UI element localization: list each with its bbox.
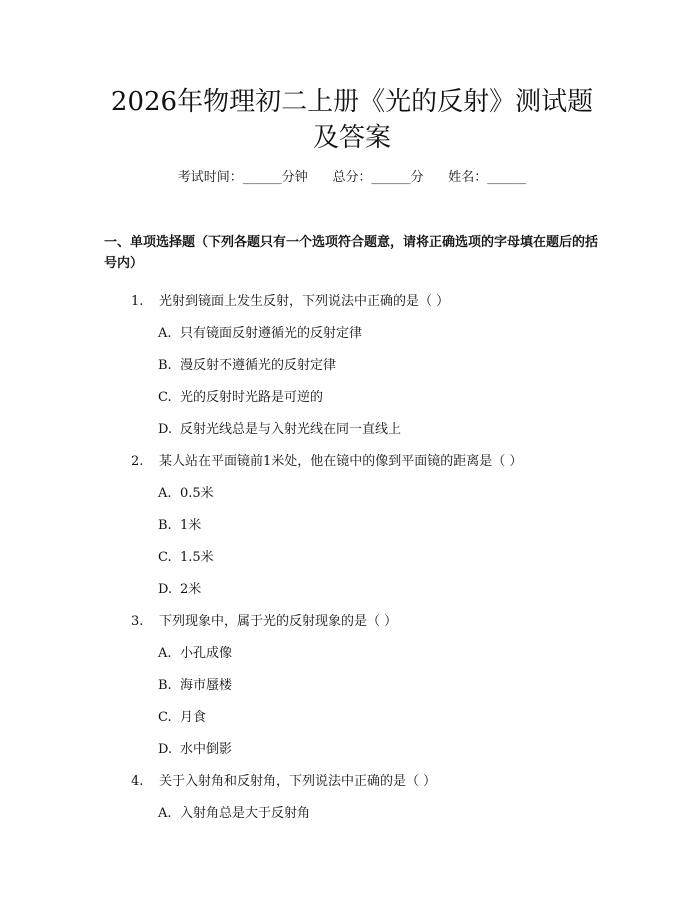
section-title: 一、单项选择题（下列各题只有一个选项符合题意，请将正确选项的字母填在题后的括号内） [104, 235, 599, 271]
option-3d [104, 740, 600, 760]
option-text: 水中倒影 [180, 742, 233, 757]
option-letter: C. [158, 710, 172, 725]
option-2a [104, 484, 600, 504]
question-1 [104, 292, 600, 312]
option-letter: B. [158, 518, 172, 533]
question-number: 3. [131, 614, 144, 629]
option-text: 2米 [180, 582, 202, 597]
question-number: 4. [131, 774, 144, 789]
option-letter: B. [158, 678, 172, 693]
document-title: 2026年物理初二上册《光的反射》测试题及答案 [110, 87, 594, 153]
option-3c [104, 708, 600, 728]
option-text: 反射光线总是与入射光线在同一直线上 [180, 422, 402, 437]
option-3b [104, 676, 600, 696]
option-letter: A. [158, 326, 172, 341]
option-1c [104, 388, 600, 408]
question-text: 下列现象中，属于光的反射现象的是（ ） [159, 614, 398, 629]
option-text: 月食 [180, 710, 207, 725]
option-letter: D. [158, 422, 173, 437]
question-list [104, 292, 600, 824]
option-letter: C. [158, 390, 172, 405]
exam-info-line: 考试时间：______分钟 总分：______分 姓名：______ [177, 170, 527, 185]
option-letter: A. [158, 646, 172, 661]
option-text: 1米 [180, 518, 202, 533]
option-letter: C. [158, 550, 172, 565]
option-letter: D. [158, 582, 173, 597]
option-text: 光的反射时光路是可逆的 [180, 390, 324, 405]
option-letter: B. [158, 358, 172, 373]
question-2 [104, 452, 600, 472]
option-text: 海市蜃楼 [180, 678, 233, 693]
option-2d [104, 580, 600, 600]
option-2b [104, 516, 600, 536]
option-1b [104, 356, 600, 376]
option-text: 小孔成像 [180, 646, 233, 661]
option-text: 漫反射不遵循光的反射定律 [180, 358, 337, 373]
question-text: 某人站在平面镜前1米处，他在镜中的像到平面镜的距离是（ ） [159, 454, 523, 469]
option-1a [104, 324, 600, 344]
option-2c [104, 548, 600, 568]
question-number: 2. [131, 454, 144, 469]
option-text: 0.5米 [180, 486, 214, 501]
option-letter: A. [158, 486, 172, 501]
option-1d [104, 420, 600, 440]
question-4 [104, 772, 600, 792]
question-3 [104, 612, 600, 632]
option-3a [104, 644, 600, 664]
option-text: 1.5米 [180, 550, 214, 565]
question-text: 关于入射角和反射角，下列说法中正确的是（ ） [159, 774, 437, 789]
option-text: 入射角总是大于反射角 [180, 806, 311, 821]
question-number: 1. [131, 294, 144, 309]
option-letter: D. [158, 742, 173, 757]
option-letter: A. [158, 806, 172, 821]
option-4a [104, 804, 600, 824]
option-text: 只有镜面反射遵循光的反射定律 [180, 326, 363, 341]
question-text: 光射到镜面上发生反射，下列说法中正确的是（ ） [159, 294, 450, 309]
